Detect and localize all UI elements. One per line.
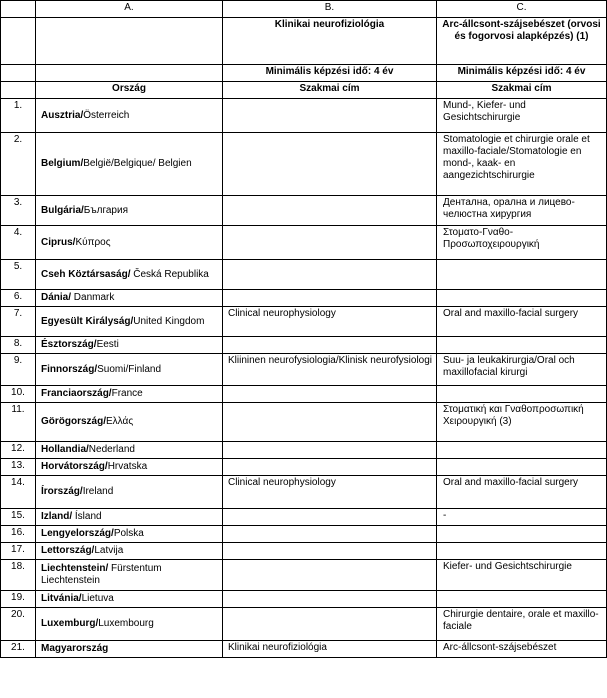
country-name-hu: Egyesült Királyság/: [41, 315, 134, 327]
title-c-cell: Chirurgie dentaire, orale et maxillo-faciale: [437, 608, 607, 641]
title-c-cell: Oral and maxillo-facial surgery: [437, 476, 607, 509]
specialty-b-title: Klinikai neurofiziológia: [223, 18, 437, 65]
country-cell: [36, 476, 223, 509]
row-number: 18.: [1, 560, 36, 591]
title-c-cell: [437, 543, 607, 560]
empty-cell: [1, 65, 36, 82]
table-row: [1, 459, 607, 476]
title-c-cell: Kiefer- und Gesichtschirurgie: [437, 560, 607, 591]
row-number: 17.: [1, 543, 36, 560]
country-name-hu: Lettország/: [41, 545, 95, 556]
country-name-native: Suomi/Finland: [97, 363, 162, 375]
title-b-cell: [223, 337, 437, 354]
table-row: [1, 196, 607, 226]
country-name-native: Nederland: [88, 444, 135, 455]
label-row: [1, 82, 607, 99]
title-c-cell: [437, 459, 607, 476]
col-b-letter: B.: [223, 1, 437, 18]
country-name-hu: Liechtenstein/: [41, 563, 109, 574]
col-a-letter: A.: [36, 1, 223, 18]
table-row: [1, 509, 607, 526]
title-b-cell: Clinical neurophysiology: [223, 307, 437, 337]
country-header: Ország: [36, 82, 223, 99]
title-b-cell: [223, 99, 437, 133]
country-name-hu: Hollandia/: [41, 444, 89, 455]
table-row: [1, 526, 607, 543]
title-c-cell: [437, 290, 607, 307]
specialty-title-row: [1, 18, 607, 65]
title-b-cell: [223, 226, 437, 260]
title-b-cell: [223, 526, 437, 543]
country-name-hu: Finnország/: [41, 363, 98, 375]
country-cell: [36, 608, 223, 641]
table-row: [1, 608, 607, 641]
country-cell: [36, 196, 223, 226]
country-name-hu: Ausztria/: [41, 109, 84, 121]
country-name-native: Danmark: [71, 292, 115, 303]
title-b-cell: [223, 196, 437, 226]
row-number: 12.: [1, 442, 36, 459]
row-number: 19.: [1, 591, 36, 608]
row-number: 8.: [1, 337, 36, 354]
table-row: [1, 403, 607, 442]
country-cell: [36, 641, 223, 658]
title-c-cell: [437, 260, 607, 290]
column-letters-row: [1, 1, 607, 18]
table-row: [1, 476, 607, 509]
title-c-cell: Stomatologie et chirurgie orale et maxillo-faciale/Stomatologie en mond-, kaak- en aangezichtschirurgie: [437, 133, 607, 196]
row-number: 13.: [1, 459, 36, 476]
country-name-hu: Horvátország/: [41, 461, 108, 472]
country-name-native: Ireland: [82, 486, 114, 497]
country-name-native: United Kingdom: [133, 315, 205, 327]
table-row: [1, 307, 607, 337]
table-row: [1, 260, 607, 290]
country-cell: [36, 526, 223, 543]
title-b-cell: [223, 260, 437, 290]
table-row: [1, 591, 607, 608]
table-row: [1, 337, 607, 354]
empty-cell: [36, 65, 223, 82]
country-name-hu: Izland/: [41, 511, 73, 522]
min-training-c: Minimális képzési idő: 4 év: [437, 65, 607, 82]
country-name-hu: Lengyelország/: [41, 528, 114, 539]
title-c-cell: [437, 526, 607, 543]
title-c-cell: [437, 591, 607, 608]
title-c-cell: Oral and maxillo-facial surgery: [437, 307, 607, 337]
country-name-hu: Magyarország: [41, 643, 109, 654]
country-name-hu: Cseh Köztársaság/: [41, 268, 131, 280]
country-cell: [36, 403, 223, 442]
title-c-cell: Στοματο-Γναθο-Προσωποχειρουργική: [437, 226, 607, 260]
table-row: [1, 386, 607, 403]
country-cell: [36, 543, 223, 560]
row-number: 2.: [1, 133, 36, 196]
row-number: 14.: [1, 476, 36, 509]
row-number: 7.: [1, 307, 36, 337]
country-cell: [36, 307, 223, 337]
country-name-native: Lietuva: [81, 593, 114, 604]
specialty-c-title: Arc-állcsont-szájsebészet (orvosi és fogorvosi alapképzés) (1): [437, 18, 607, 65]
corner-cell: [1, 1, 36, 18]
col-c-letter: C.: [437, 1, 607, 18]
country-name-hu: Bulgária/: [41, 204, 84, 216]
country-name-hu: Dánia/: [41, 292, 72, 303]
title-c-cell: [437, 386, 607, 403]
empty-cell: [36, 18, 223, 65]
row-number: 1.: [1, 99, 36, 133]
title-c-cell: -: [437, 509, 607, 526]
table-row: [1, 641, 607, 658]
country-name-hu: Luxemburg/: [41, 618, 99, 629]
title-b-cell: [223, 608, 437, 641]
country-name-native: Eesti: [96, 339, 119, 350]
row-number: 11.: [1, 403, 36, 442]
table-row: [1, 133, 607, 196]
country-name-hu: Görögország/: [41, 416, 107, 427]
professional-title-b-header: Szakmai cím: [223, 82, 437, 99]
title-b-cell: Klinikai neurofiziológia: [223, 641, 437, 658]
title-b-cell: [223, 543, 437, 560]
country-cell: [36, 337, 223, 354]
row-number: 3.: [1, 196, 36, 226]
row-number: 21.: [1, 641, 36, 658]
table-row: [1, 543, 607, 560]
country-cell: [36, 442, 223, 459]
title-c-cell: Mund-, Kiefer- und Gesichtschirurgie: [437, 99, 607, 133]
title-c-cell: Arc-állcsont-szájsebészet: [437, 641, 607, 658]
country-name-native: France: [111, 388, 143, 399]
min-training-b: Minimális képzési idő: 4 év: [223, 65, 437, 82]
country-cell: [36, 386, 223, 403]
country-name-native: Polska: [113, 528, 144, 539]
title-b-cell: Clinical neurophysiology: [223, 476, 437, 509]
row-number: 9.: [1, 354, 36, 386]
table-row: [1, 99, 607, 133]
table-row: [1, 442, 607, 459]
professional-title-c-header: Szakmai cím: [437, 82, 607, 99]
country-name-native: Hrvatska: [107, 461, 148, 472]
row-number: 20.: [1, 608, 36, 641]
country-name-native: Ελλάς: [106, 416, 134, 427]
table-row: [1, 226, 607, 260]
title-b-cell: [223, 403, 437, 442]
title-b-cell: [223, 509, 437, 526]
country-cell: [36, 509, 223, 526]
country-name-hu: Litvánia/: [41, 593, 82, 604]
country-name-hu: Belgium/: [41, 158, 84, 169]
country-cell: [36, 560, 223, 591]
title-c-cell: [437, 337, 607, 354]
row-number: 15.: [1, 509, 36, 526]
title-b-cell: [223, 560, 437, 591]
country-name-hu: Franciaország/: [41, 388, 112, 399]
country-cell: [36, 459, 223, 476]
country-name-native: Luxembourg: [98, 618, 154, 629]
country-name-native: България: [83, 204, 128, 216]
country-name-native: Κύπρος: [75, 236, 111, 248]
title-b-cell: [223, 591, 437, 608]
row-number: 16.: [1, 526, 36, 543]
row-number: 6.: [1, 290, 36, 307]
title-b-cell: [223, 459, 437, 476]
row-number: 4.: [1, 226, 36, 260]
title-c-cell: Suu- ja leukakirurgia/Oral och maxillofacial kirurgi: [437, 354, 607, 386]
min-training-row: [1, 65, 607, 82]
country-cell: [36, 260, 223, 290]
country-name-hu: Észtország/: [41, 339, 97, 350]
country-name-native: België/Belgique/ Belgien: [83, 158, 192, 169]
empty-cell: [1, 82, 36, 99]
country-cell: [36, 133, 223, 196]
table-row: [1, 290, 607, 307]
country-cell: [36, 591, 223, 608]
country-cell: [36, 354, 223, 386]
title-b-cell: [223, 290, 437, 307]
title-c-cell: Στοματική και Γναθοπροσωπική Χειρουργική (3): [437, 403, 607, 442]
country-name-native: Ísland: [72, 511, 102, 522]
table-row: [1, 354, 607, 386]
empty-cell: [1, 18, 36, 65]
country-name-native: Latvija: [94, 545, 124, 556]
table-row: [1, 560, 607, 591]
title-c-cell: [437, 442, 607, 459]
row-number: 10.: [1, 386, 36, 403]
country-name-native: Österreich: [83, 109, 130, 121]
country-name-native: Česká Republika: [130, 268, 209, 280]
title-c-cell: Дентална, орална и лицево-челюстна хирургия: [437, 196, 607, 226]
country-name-hu: Írország/: [41, 486, 83, 497]
title-b-cell: [223, 442, 437, 459]
country-name-native: Fürstentum Liechtenstein: [41, 563, 162, 586]
title-b-cell: Kliininen neurofysiologia/Klinisk neurofysiologi: [223, 354, 437, 386]
title-b-cell: [223, 133, 437, 196]
country-cell: [36, 290, 223, 307]
title-b-cell: [223, 386, 437, 403]
country-cell: [36, 99, 223, 133]
country-cell: [36, 226, 223, 260]
row-number: 5.: [1, 260, 36, 290]
country-name-hu: Ciprus/: [41, 236, 76, 248]
